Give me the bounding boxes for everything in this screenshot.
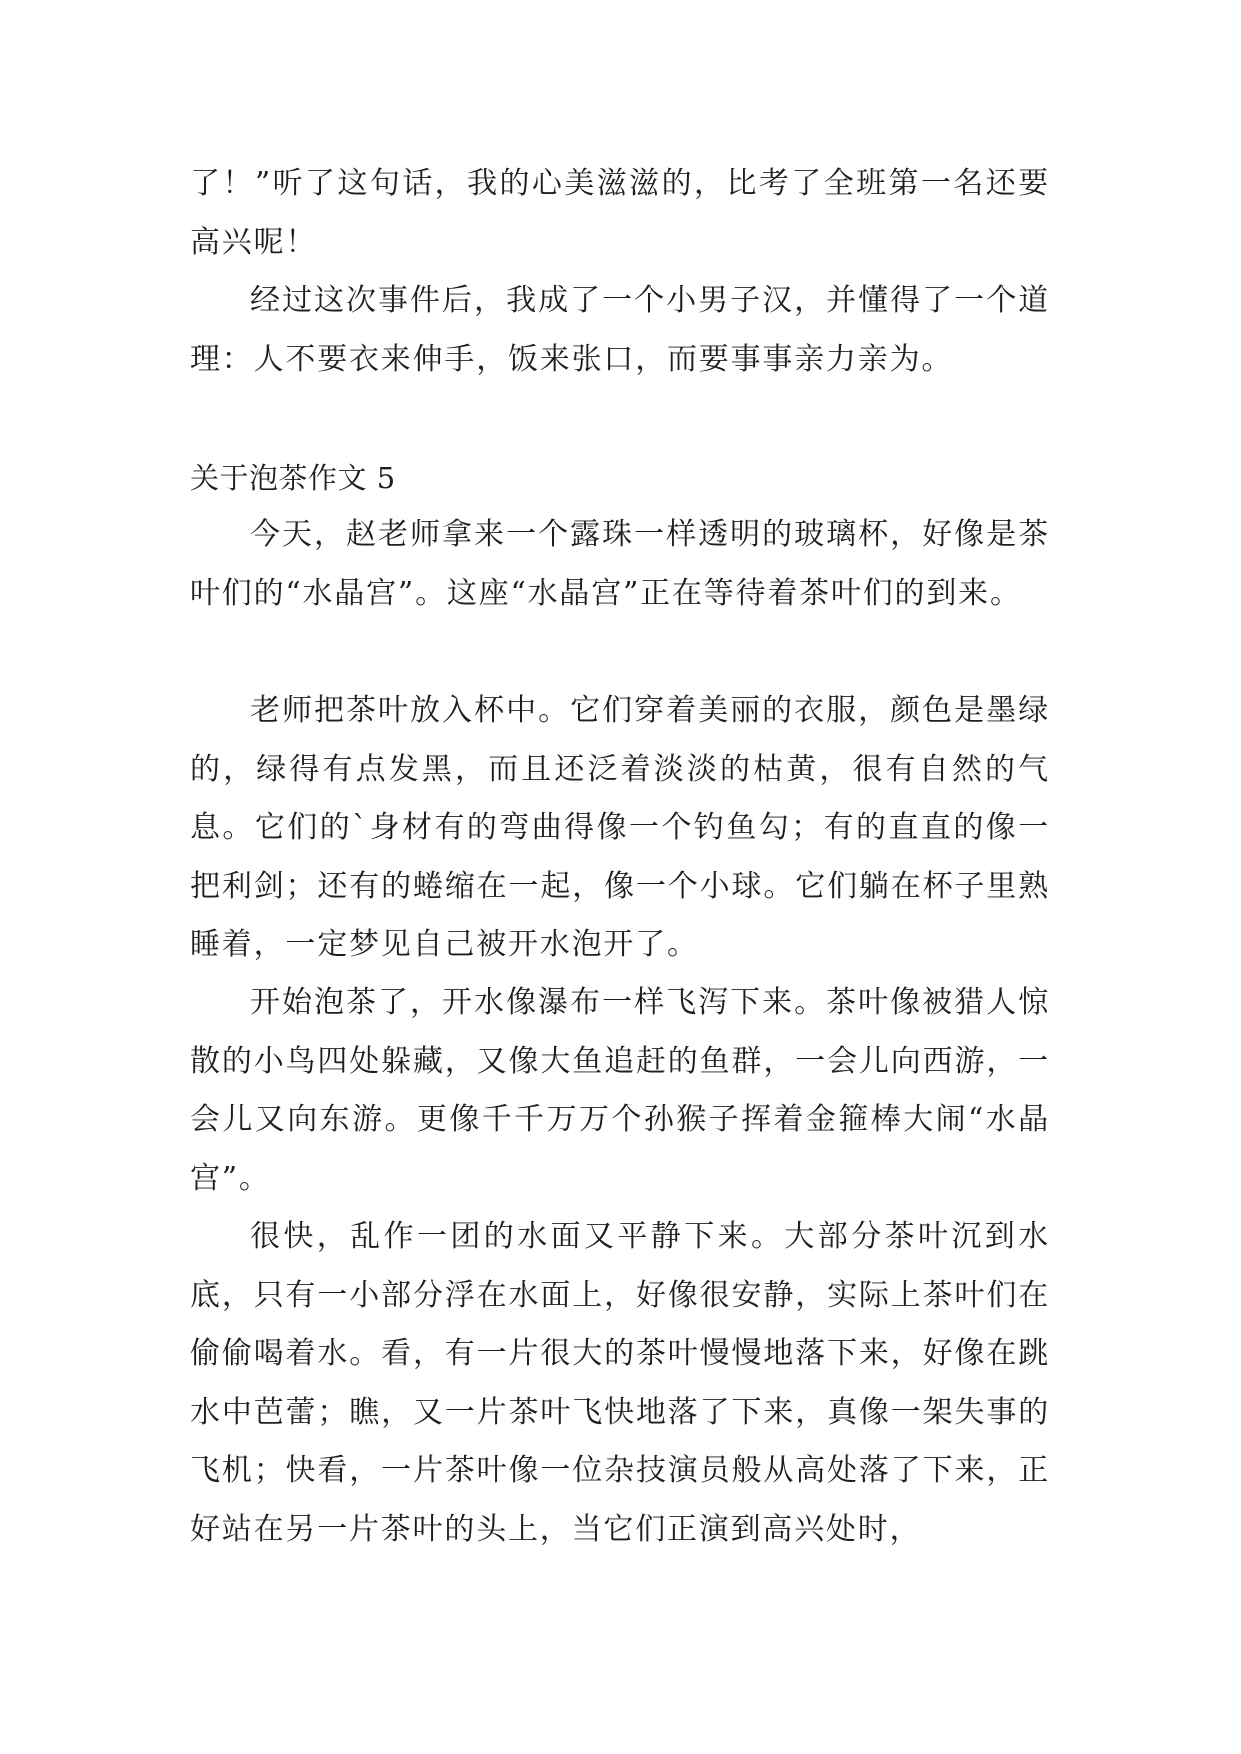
- essay-paragraph-4: 很快，乱作一团的水面又平静下来。大部分茶叶沉到水底，只有一小部分浮在水面上，好像很安静，实际上茶叶们在偷偷喝着水。看，有一片很大的茶叶慢慢地落下来，好像在跳水中芭蕾；瞧，又一片茶叶飞快地落了下来，真像一架失事的飞机；快看，一片茶叶像一位杂技演员般从高处落了下来，正好站在另一片茶叶的头上，当它们正演到高兴处时，: [190, 1219, 1050, 1547]
- previous-essay-conclusion-paragraph: 经过这次事件后，我成了一个小男子汉，并懂得了一个道理：人不要衣来伸手，饭来张口，而要事事亲力亲为。: [190, 283, 1050, 377]
- previous-essay-closing-paragraph: 了！”听了这句话，我的心美滋滋的，比考了全班第一名还要高兴呢！: [190, 166, 1050, 260]
- essay-paragraph-3: 开始泡茶了，开水像瀑布一样飞泻下来。茶叶像被猎人惊散的小鸟四处躲藏，又像大鱼追赶的鱼群，一会儿向西游，一会儿又向东游。更像千千万万个孙猴子挥着金箍棒大闹“水晶宫”。: [190, 985, 1050, 1196]
- essay-paragraph-2: 老师把茶叶放入杯中。它们穿着美丽的衣服，颜色是墨绿的，绿得有点发黑，而且还泛着淡淡的枯黄，很有自然的气息。它们的`身材有的弯曲得像一个钓鱼勾；有的直直的像一把利剑；还有的蜷缩在一起，像一个小球。它们躺在杯子里熟睡着，一定梦见自己被开水泡开了。: [190, 693, 1050, 963]
- essay-title: 关于泡茶作文 5: [190, 461, 396, 495]
- essay-paragraph-1: 今天，赵老师拿来一个露珠一样透明的玻璃杯，好像是茶叶们的“水晶宫”。这座“水晶宫”正在等待着茶叶们的到来。: [190, 517, 1050, 611]
